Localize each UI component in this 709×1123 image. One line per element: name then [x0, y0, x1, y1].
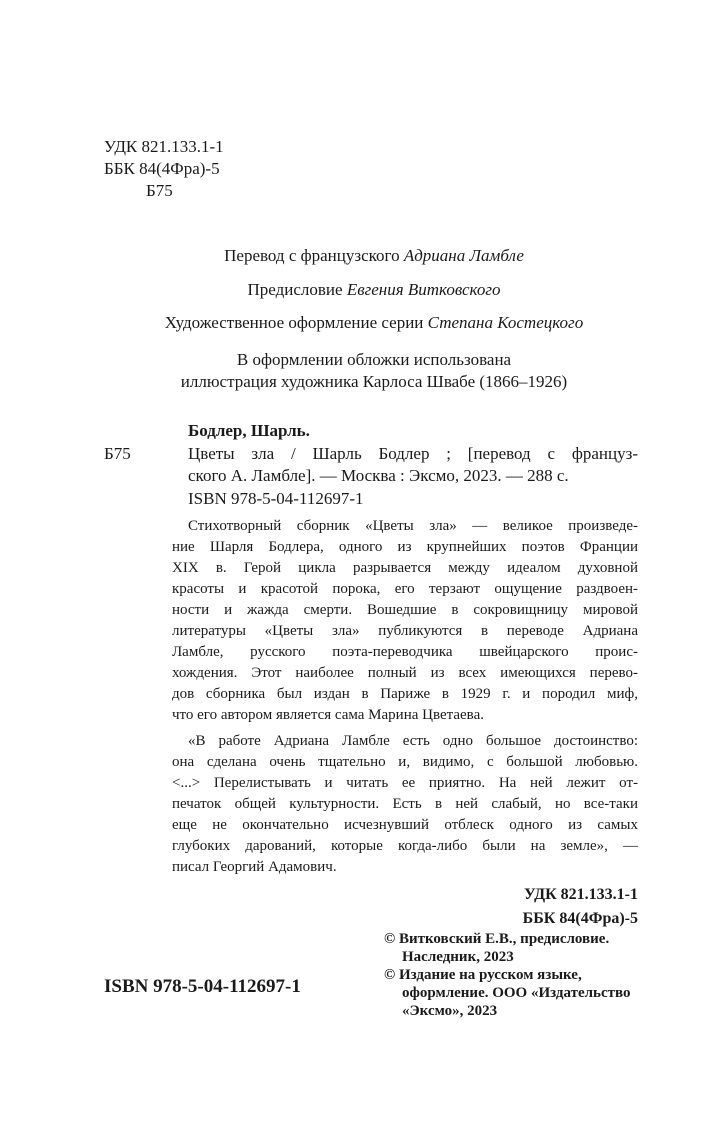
- cover-note-line2: иллюстрация художника Карлоса Швабе (1866–1926): [180, 372, 568, 391]
- annotation-line: что его автором является сама Марина Цветаева.: [172, 707, 484, 723]
- annotation-line: ности и жажда смерти. Вошедшие в сокровищницу мировой: [172, 602, 638, 618]
- isbn-bottom: ISBN 978-5-04-112697-1: [104, 976, 301, 997]
- catalog-mark: Б75: [104, 444, 131, 463]
- quote-line: писал Георгий Адамович.: [172, 859, 337, 875]
- bbk-bottom: ББК 84(4Фра)-5: [522, 910, 638, 927]
- foreword-prefix: Предисловие: [247, 280, 343, 299]
- design-prefix: Художественное оформление серии: [164, 313, 424, 332]
- annotation-line: Ламбле, русского поэта-переводчика швейцарского проис-: [172, 644, 638, 660]
- translation-prefix: Перевод с французского: [224, 246, 400, 265]
- designer-name: Степана Костецкого: [427, 313, 584, 332]
- quote-line: она сделана очень тщательно и, видимо, с большой любовью.: [172, 754, 638, 770]
- bbk-top: ББК 84(4Фра)-5: [104, 159, 220, 178]
- udk-top: УДК 821.133.1-1: [104, 137, 224, 156]
- annotation-line: ние Шарля Бодлера, одного из крупнейших поэтов Франции: [172, 539, 638, 555]
- catalog-title-line2: ского А. Ламбле]. — Москва : Эксмо, 2023. — 288 с.: [188, 466, 569, 485]
- annotation-line: красоты и красотой порока, его терзают ощущение раздвоен-: [172, 581, 638, 597]
- quote-line: печаток общей культурности. Есть в ней слабый, но все-таки: [172, 796, 638, 812]
- foreword-credit: [104, 280, 644, 300]
- catalog-isbn: ISBN 978-5-04-112697-1: [188, 489, 364, 508]
- translation-credit: [104, 246, 644, 266]
- annotation-line: XIX в. Герой цикла разрывается между идеалом духовной: [172, 560, 638, 576]
- quote-line: «В работе Адриана Ламбле есть одно большое достоинство:: [188, 733, 638, 749]
- foreword-author-name: Евгения Витковского: [346, 280, 501, 299]
- copyright-foreword-heir: Наследник, 2023: [402, 949, 514, 965]
- annotation-line: хождения. Этот наиболее полный из всех имеющихся перево-: [172, 665, 638, 681]
- author-mark-top: Б75: [146, 181, 173, 200]
- annotation-line: дов сборника был издан в Париже в 1929 г. и породил миф,: [172, 686, 638, 702]
- copyright-edition: © Издание на русском языке,: [384, 967, 582, 983]
- copyright-edition-design: оформление. ООО «Издательство: [402, 985, 631, 1001]
- quote-line: <...> Перелистывать и читать ее приятно. На ней лежит от-: [172, 775, 638, 791]
- translator-name: Адриана Ламбле: [403, 246, 524, 265]
- annotation-line: литературы «Цветы зла» публикуются в переводе Адриана: [172, 623, 638, 639]
- quote-line: глубоких дарований, которые когда-либо были на земле», —: [172, 838, 638, 854]
- cover-note-line1: В оформлении обложки использована: [236, 350, 512, 369]
- copyright-foreword: © Витковский Е.В., предисловие.: [384, 931, 610, 947]
- catalog-author: Бодлер, Шарль.: [188, 421, 310, 440]
- copyright-edition-publisher: «Эксмо», 2023: [402, 1003, 498, 1019]
- catalog-title-line1: Цветы зла / Шарль Бодлер ; [перевод с француз-: [188, 444, 638, 463]
- annotation-line: Стихотворный сборник «Цветы зла» — великое произведе-: [188, 518, 638, 534]
- udk-bottom: УДК 821.133.1-1: [523, 886, 638, 903]
- design-credit: [104, 313, 644, 333]
- quote-line: еще не окончательно исчезнувший отблеск одного из самых: [172, 817, 638, 833]
